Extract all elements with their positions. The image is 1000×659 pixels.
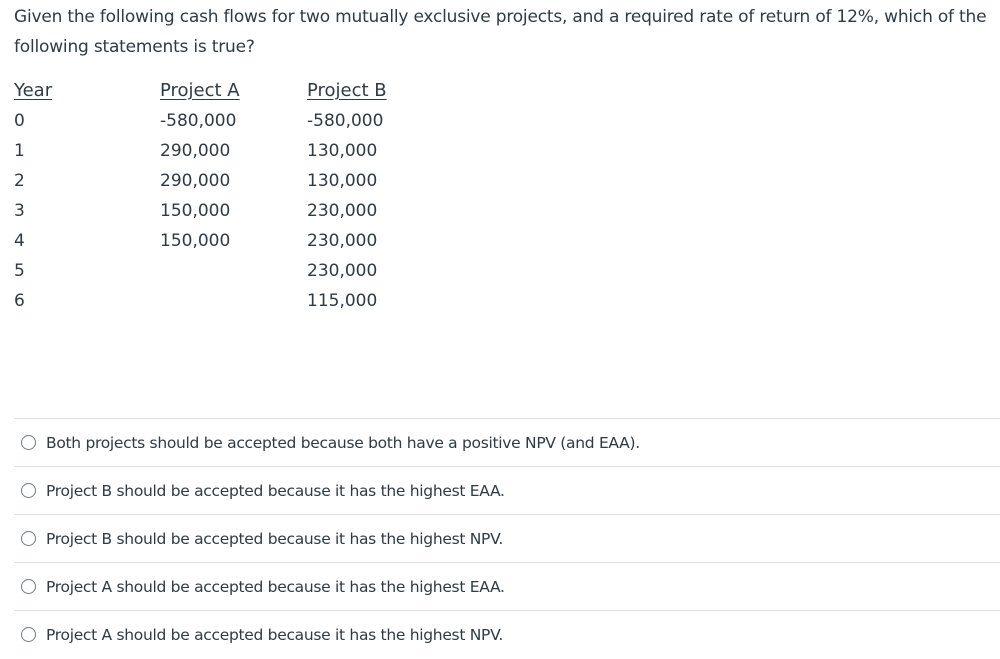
year-cell: 0 bbox=[14, 111, 25, 131]
question-text: Given the following cash flows for two mutually exclusive projects, and a required rate of return of 12%, which of the following statements is true? bbox=[14, 7, 987, 57]
answer-options bbox=[14, 418, 1000, 658]
answer-option-5[interactable] bbox=[14, 610, 1000, 658]
year-cell: 4 bbox=[14, 231, 25, 251]
answer-option-label[interactable]: Project A should be accepted because it has the highest EAA. bbox=[46, 577, 505, 596]
year-cell: 3 bbox=[14, 201, 25, 221]
project-a-cell: 150,000 bbox=[160, 201, 231, 221]
project-b-cell: 230,000 bbox=[307, 231, 378, 251]
project-b-cell: 230,000 bbox=[307, 201, 378, 221]
header-project-b: Project B bbox=[307, 80, 387, 101]
answer-option-1[interactable] bbox=[14, 418, 1000, 466]
project-a-cell: -580,000 bbox=[160, 111, 237, 131]
project-b-cell: 115,000 bbox=[307, 291, 378, 311]
answer-option-label[interactable]: Project B should be accepted because it has the highest NPV. bbox=[46, 529, 504, 548]
answer-option-label[interactable]: Project B should be accepted because it has the highest EAA. bbox=[46, 481, 505, 500]
answer-option-4[interactable] bbox=[14, 562, 1000, 610]
answer-option-label[interactable]: Both projects should be accepted because both have a positive NPV (and EAA). bbox=[46, 433, 640, 452]
project-a-cell: 290,000 bbox=[160, 141, 231, 161]
answer-option-label[interactable]: Project A should be accepted because it has the highest NPV. bbox=[46, 625, 504, 644]
radio-button[interactable] bbox=[21, 483, 36, 498]
header-year: Year bbox=[14, 80, 53, 101]
project-b-cell: -580,000 bbox=[307, 111, 384, 131]
answer-option-2[interactable] bbox=[14, 466, 1000, 514]
radio-button[interactable] bbox=[21, 579, 36, 594]
year-cell: 2 bbox=[14, 171, 25, 191]
year-cell: 1 bbox=[14, 141, 25, 161]
project-a-cell: 150,000 bbox=[160, 231, 231, 251]
year-cell: 5 bbox=[14, 261, 25, 281]
project-b-cell: 230,000 bbox=[307, 261, 378, 281]
radio-button[interactable] bbox=[21, 435, 36, 450]
answer-option-3[interactable] bbox=[14, 514, 1000, 562]
radio-button[interactable] bbox=[21, 627, 36, 642]
project-b-cell: 130,000 bbox=[307, 141, 378, 161]
header-project-a: Project A bbox=[160, 80, 240, 101]
project-b-cell: 130,000 bbox=[307, 171, 378, 191]
project-a-cell: 290,000 bbox=[160, 171, 231, 191]
radio-button[interactable] bbox=[21, 531, 36, 546]
year-cell: 6 bbox=[14, 291, 25, 311]
